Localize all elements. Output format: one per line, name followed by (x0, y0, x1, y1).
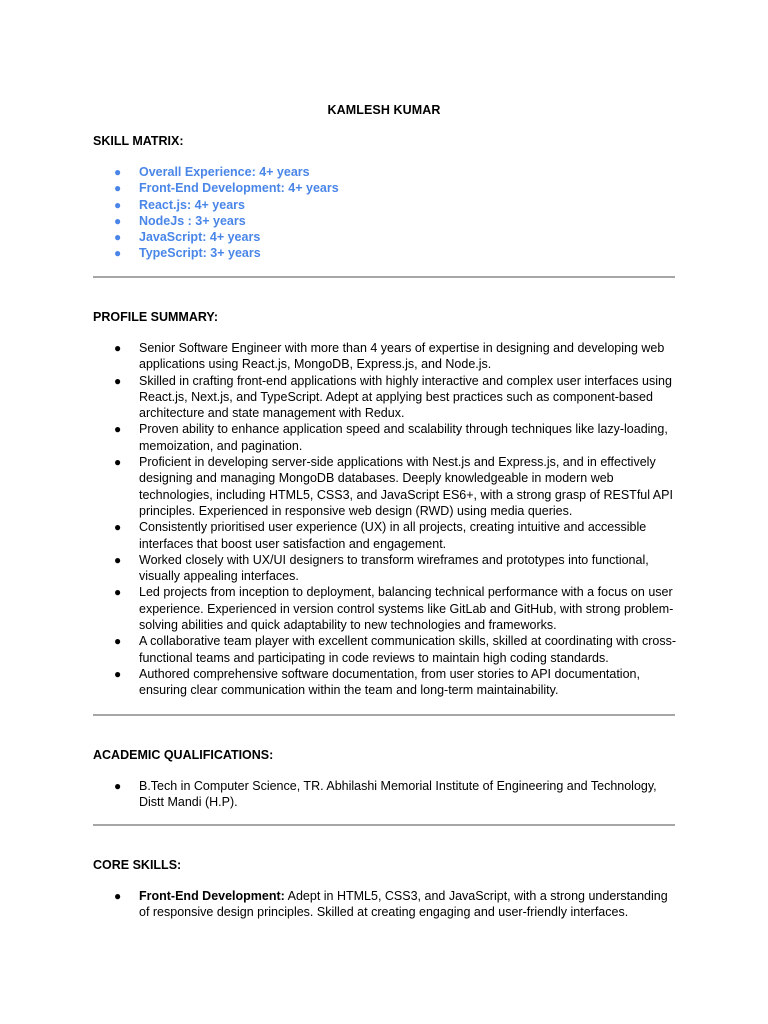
bullet-icon: ● (114, 246, 122, 261)
profile-summary-item: ● Proven ability to enhance application speed and scalability through techniques like lazy-loading, memoization, and pagination. (114, 422, 668, 453)
bullet-icon: ● (114, 634, 122, 649)
section-divider (93, 714, 675, 716)
core-skills-heading: CORE SKILLS: (93, 858, 182, 872)
bullet-icon: ● (114, 230, 122, 245)
profile-summary-item: ● Consistently prioritised user experience (UX) in all projects, creating intuitive and accessible interfaces that boost user satisfaction and engagement. (114, 520, 647, 551)
profile-summary-item: ● Authored comprehensive software documentation, from user stories to API documentation, ensuring clear communication within the team and long-term maintainability. (114, 666, 640, 698)
skill-matrix-list (93, 164, 678, 262)
bullet-icon: ● (114, 455, 122, 470)
bullet-icon: ● (114, 197, 122, 212)
profile-summary-item: ● A collaborative team player with excellent communication skills, skilled at coordinating with cross-functional teams and participating in code reviews to maintain high coding standards. (114, 634, 677, 665)
bullet-icon: ● (114, 779, 122, 793)
profile-summary-item: ● Worked closely with UX/UI designers to transform wireframes and prototypes into functional, visually appealing interfaces. (114, 552, 649, 584)
core-skill-label: Front-End Development: (139, 889, 285, 903)
skill-matrix-item: ● Front-End Development: 4+ years (114, 181, 339, 196)
skill-matrix-item: ● NodeJs : 3+ years (114, 213, 246, 228)
profile-summary-item: ● Skilled in crafting front-end applications with highly interactive and complex user interfaces using React.js, Next.js, and TypeScript. Adept at applying best practices such as component-based architecture and state management with Redux. (114, 373, 672, 421)
profile-summary-item: ● Led projects from inception to deployment, balancing technical performance with a focus on user experience. Experienced in version control systems like GitLab and GitHub, with strong problem-solving abilities and quick adaptability to new technologies and frameworks. (114, 585, 674, 633)
skill-matrix-item: ● React.js: 4+ years (114, 197, 245, 212)
bullet-icon: ● (114, 213, 122, 228)
profile-summary-item: ● Senior Software Engineer with more than 4 years of expertise in designing and developing web applications using React.js, MongoDB, Express.js, and Node.js. (114, 341, 665, 372)
section-divider (93, 276, 675, 278)
bullet-icon: ● (114, 889, 122, 903)
bullet-icon: ● (114, 341, 122, 355)
bullet-icon: ● (114, 552, 122, 567)
academic-list (93, 778, 678, 811)
core-skill-text: Adept in HTML5, CSS3, and JavaScript, with a strong understanding of responsive design principles. Skilled at creating engaging and user-friendly interfaces. (139, 889, 668, 920)
bullet-icon: ● (114, 585, 122, 600)
bullet-icon: ● (114, 181, 122, 196)
skill-matrix-item: ● Overall Experience: 4+ years (114, 165, 310, 179)
profile-summary-heading: PROFILE SUMMARY: (93, 310, 218, 324)
skill-matrix-heading: SKILL MATRIX: (93, 134, 184, 148)
section-divider (93, 824, 675, 826)
academic-heading: ACADEMIC QUALIFICATIONS: (93, 748, 274, 762)
bullet-icon: ● (114, 165, 122, 179)
bullet-icon: ● (114, 520, 122, 535)
core-skills-item (93, 888, 678, 921)
bullet-icon: ● (114, 666, 122, 681)
bullet-icon: ● (114, 422, 122, 437)
bullet-icon: ● (114, 373, 122, 388)
profile-summary-item: ● Proficient in developing server-side applications with Nest.js and Express.js, and in effectively designing and managing MongoDB databases. Deeply knowledgeable in modern web technologies, including HTML5, CSS3, and JavaScript ES6+, with a strong grasp of RESTful API principles. Experienced in responsive web design (RWD) using media queries. (114, 455, 673, 518)
resume-name: KAMLESH KUMAR (327, 103, 441, 117)
profile-summary-list (93, 340, 678, 699)
academic-item: ● B.Tech in Computer Science, TR. Abhilashi Memorial Institute of Engineering and Technology, Distt Mandi (H.P). (114, 779, 657, 810)
core-skills-list (93, 888, 678, 921)
skill-matrix-item: ● TypeScript: 3+ years (114, 246, 261, 261)
skill-matrix-item: ● JavaScript: 4+ years (114, 230, 261, 245)
